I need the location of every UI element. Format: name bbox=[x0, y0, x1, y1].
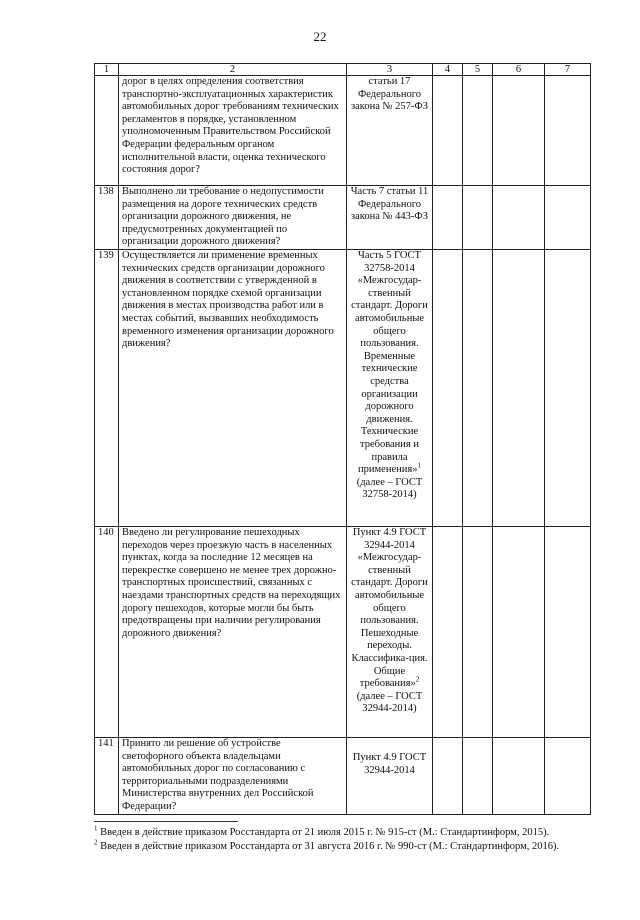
footnote-divider bbox=[94, 821, 238, 822]
row-cell-7 bbox=[545, 186, 591, 250]
row-cell-6 bbox=[493, 250, 545, 527]
reference-text: Пункт 4.9 ГОСТ 32944-2014 «Межгосудар-ственный стандарт. Дороги автомобильные общего пользования. Пешеходные переходы. Классифика-ция. Общие требования» bbox=[351, 527, 428, 690]
table-row bbox=[95, 527, 591, 738]
footnote-mark: 2 bbox=[415, 675, 420, 684]
row-number: 141 bbox=[95, 738, 119, 815]
column-header-6: 6 bbox=[493, 64, 545, 76]
row-cell-7 bbox=[545, 76, 591, 186]
row-number: 140 bbox=[95, 527, 119, 738]
footnotes bbox=[94, 826, 594, 854]
column-header-2: 2 bbox=[119, 64, 347, 76]
row-cell-6 bbox=[493, 76, 545, 186]
row-cell-5 bbox=[463, 76, 493, 186]
row-question: Осуществляется ли применение временных технических средств организации дорожного движения в соответствии с утвержденной в установленном порядке схемой организации движения в местах производства работ или в местах событий, вызвавших необходимость временного изменения организации дорожного движения? bbox=[119, 250, 347, 527]
reference-text-after: (далее – ГОСТ 32944-2014) bbox=[356, 690, 423, 715]
footnote-text: Введен в действие приказом Росстандарта от 21 июля 2015 г. № 915-ст (М.: Стандартинформ, 2015). bbox=[97, 827, 550, 838]
table-row bbox=[95, 76, 591, 186]
footnote-mark: 2 bbox=[94, 838, 98, 847]
row-cell-4 bbox=[433, 527, 463, 738]
row-cell-5 bbox=[463, 527, 493, 738]
row-number: 139 bbox=[95, 250, 119, 527]
row-number: 138 bbox=[95, 186, 119, 250]
row-number bbox=[95, 76, 119, 186]
table-header-row bbox=[95, 64, 591, 76]
row-question: Введено ли регулирование пешеходных переходов через проезжую часть в населенных пунктах, когда за последние 12 месяцев на перекрестке совершено не менее трех дорожно-транспортных происшествий, связанных с наездами транспортных средств на переходящих дорогу пешеходов, которые могли бы быть предотвращены при наличии регулирования дорожного движения? bbox=[119, 527, 347, 738]
row-reference: Пункт 4.9 ГОСТ 32944-2014 bbox=[347, 738, 433, 815]
row-cell-5 bbox=[463, 738, 493, 815]
footnote-mark: 1 bbox=[417, 461, 421, 470]
column-header-5: 5 bbox=[463, 64, 493, 76]
column-header-4: 4 bbox=[433, 64, 463, 76]
row-reference: Часть 7 статьи 11 Федерального закона № 443-ФЗ bbox=[347, 186, 433, 250]
row-reference: статьи 17 Федерального закона № 257-ФЗ bbox=[347, 76, 433, 186]
row-cell-5 bbox=[463, 250, 493, 527]
table-row bbox=[95, 250, 591, 527]
table-row bbox=[95, 186, 591, 250]
column-header-7: 7 bbox=[545, 64, 591, 76]
row-reference bbox=[347, 250, 433, 527]
row-reference bbox=[347, 527, 433, 738]
footnote-text: Введен в действие приказом Росстандарта от 31 августа 2016 г. № 990-ст (М.: Стандартинформ, 2016). bbox=[97, 841, 560, 852]
row-cell-5 bbox=[463, 186, 493, 250]
footnote-1 bbox=[94, 826, 594, 840]
row-cell-6 bbox=[493, 527, 545, 738]
checklist-table bbox=[94, 63, 591, 815]
row-cell-4 bbox=[433, 738, 463, 815]
page-number: 22 bbox=[313, 29, 327, 44]
row-cell-7 bbox=[545, 527, 591, 738]
row-cell-6 bbox=[493, 738, 545, 815]
footnote-2 bbox=[94, 840, 594, 854]
reference-text: Часть 5 ГОСТ 32758-2014 «Межгосудар-ственный стандарт. Дороги автомобильные общего пользования. Временные технические средства организации дорожного движения. Технические требования и правила применения» bbox=[351, 250, 428, 476]
row-cell-7 bbox=[545, 250, 591, 527]
column-header-3: 3 bbox=[347, 64, 433, 76]
row-cell-4 bbox=[433, 250, 463, 527]
row-cell-4 bbox=[433, 186, 463, 250]
row-question: Выполнено ли требование о недопустимости размещения на дороге технических средств организации дорожного движения, не предусмотренных документацией по организации дорожного движения? bbox=[119, 186, 347, 250]
row-cell-4 bbox=[433, 76, 463, 186]
row-cell-6 bbox=[493, 186, 545, 250]
row-question: дорог в целях определения соответствия транспортно-эксплуатационных характеристик автомобильных дорог требованиям технических регламентов в порядке, установленном уполномоченным Правительством Российской Федерации федеральным органом исполнительной власти, оценка технического состояния дорог? bbox=[119, 76, 347, 186]
table-row bbox=[95, 738, 591, 815]
row-question: Принято ли решение об устройстве светофорного объекта владельцами автомобильных дорог по согласованию с территориальными подразделениями Министерства внутренних дел Российской Федерации? bbox=[119, 738, 347, 815]
reference-text-after: (далее – ГОСТ 32758-2014) bbox=[356, 476, 423, 501]
footnote-mark: 1 bbox=[94, 824, 98, 833]
row-cell-7 bbox=[545, 738, 591, 815]
column-header-1: 1 bbox=[95, 64, 119, 76]
